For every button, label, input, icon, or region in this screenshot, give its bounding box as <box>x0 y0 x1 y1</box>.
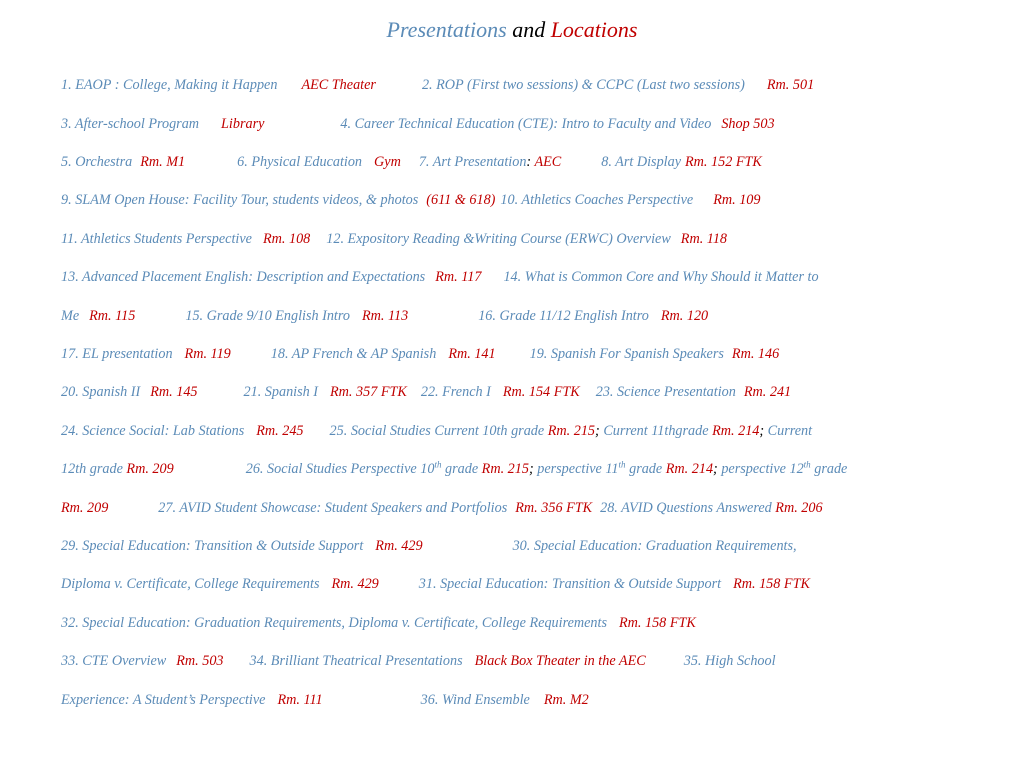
schedule-line <box>61 345 779 363</box>
location-text: Rm. 214 <box>662 461 714 477</box>
session-text: 5. Orchestra <box>61 154 133 170</box>
session-text: grade <box>441 461 479 477</box>
schedule-line <box>61 307 708 325</box>
location-text: Rm. 245 <box>256 423 304 439</box>
session-text: 30. Special Education: Graduation Requirements, <box>512 538 797 554</box>
session-text: 11. Athletics Students Perspective <box>61 231 252 247</box>
location-text: Rm. 141 <box>448 346 496 362</box>
session-text: Me <box>61 308 80 324</box>
schedule-line <box>61 76 814 94</box>
session-text: Current <box>764 423 813 439</box>
location-text: Rm. 111 <box>277 692 323 708</box>
location-text: Rm. 119 <box>184 346 231 362</box>
location-text: Black Box Theater in the AEC <box>474 653 646 669</box>
location-text: Rm. 108 <box>262 231 311 247</box>
session-text: 17. EL presentation <box>61 346 173 362</box>
title-presentations: Presentations <box>386 17 507 42</box>
schedule-line <box>61 230 727 248</box>
session-text: grade <box>625 461 663 477</box>
session-text: 3. After-school Program <box>61 116 200 132</box>
schedule-line <box>61 614 696 632</box>
session-text: 36. Wind Ensemble <box>420 692 530 708</box>
schedule-line <box>61 268 819 286</box>
location-text: Rm. 503 <box>176 653 224 669</box>
separator-text: ; <box>528 461 534 477</box>
location-text: Gym <box>374 154 401 170</box>
separator-text: ; <box>759 423 765 439</box>
superscript: th <box>618 459 626 470</box>
location-text: Rm. 109 <box>713 192 761 208</box>
schedule-line <box>61 153 762 171</box>
session-text: 13. Advanced Placement English: Description and Expectations <box>61 269 426 285</box>
schedule-line <box>61 191 760 209</box>
schedule-line <box>61 115 775 133</box>
location-text: Library <box>221 116 265 132</box>
session-text: 2. ROP (First two sessions) & CCPC (Last two sessions) <box>421 77 745 93</box>
session-text: 22. French I <box>420 384 491 400</box>
separator-text: : <box>526 154 532 170</box>
location-text: Rm. 215 <box>478 461 529 477</box>
schedule-line <box>61 460 847 478</box>
page-title <box>0 17 1024 43</box>
location-text: (611 & 618) <box>426 192 496 208</box>
separator-text: ; <box>595 423 600 439</box>
location-text: Rm. 115 <box>89 308 136 324</box>
session-text: 1. EAOP : College, Making it Happen <box>61 77 278 93</box>
location-text: Rm. 118 <box>680 231 728 247</box>
session-text: 28. AVID Questions Answered <box>600 500 772 516</box>
location-text: Rm. 356 FTK <box>515 500 593 516</box>
session-text: 19. Spanish For Spanish Speakers <box>529 346 724 362</box>
session-text: 25. Social Studies Current 10th grade <box>329 423 545 439</box>
location-text: Rm. 158 FTK <box>733 576 810 592</box>
location-text: Rm. M2 <box>543 692 589 708</box>
session-text: 8. Art Display <box>601 154 681 170</box>
session-text: 24. Science Social: Lab Stations <box>61 423 245 439</box>
location-text: Rm. 117 <box>435 269 482 285</box>
location-text: Rm. 357 FTK <box>330 384 407 400</box>
location-text: Rm. 429 <box>375 538 423 554</box>
session-text: 12. Expository Reading &Writing Course (ERWC) Overview <box>326 231 671 247</box>
location-text: Rm. 209 <box>122 461 174 477</box>
location-text: Rm. 241 <box>743 384 792 400</box>
session-text: 16. Grade 11/12 English Intro <box>478 308 649 324</box>
superscript: th <box>434 459 442 470</box>
location-text: Rm. 152 FTK <box>685 154 762 170</box>
session-text: 20. Spanish II <box>61 384 141 400</box>
session-text: Experience: A Student’s Perspective <box>61 692 266 708</box>
session-text: 35. High School <box>683 653 776 669</box>
separator-text: ; <box>713 461 718 477</box>
location-text: Shop 503 <box>721 116 775 132</box>
schedule-line <box>61 537 797 555</box>
session-text: 10. Athletics Coaches Perspective <box>500 192 694 208</box>
session-text: perspective 12 <box>717 461 804 477</box>
location-text: AEC <box>531 154 562 170</box>
location-text: Rm. 158 FTK <box>618 615 696 631</box>
superscript: th <box>803 459 811 470</box>
schedule-line <box>61 383 791 401</box>
schedule-line <box>61 499 823 517</box>
session-text: 14. What is Common Core and Why Should it Matter to <box>503 269 819 285</box>
schedule-line <box>61 652 776 670</box>
title-and: and <box>512 17 546 42</box>
location-text: Rm. 501 <box>766 77 815 93</box>
session-text: 31. Special Education: Transition & Outside Support <box>418 576 722 592</box>
location-text: Rm. 215 <box>544 423 596 439</box>
session-text: 27. AVID Student Showcase: Student Speakers and Portfolios <box>158 500 508 516</box>
session-text: grade <box>810 461 848 477</box>
session-text: 6. Physical Education <box>237 154 363 170</box>
location-text: AEC Theater <box>301 77 376 93</box>
schedule-line <box>61 422 812 440</box>
schedule-line <box>61 575 810 593</box>
session-text: 15. Grade 9/10 English Intro <box>185 308 350 324</box>
title-locations: Locations <box>550 17 638 42</box>
session-text: 26. Social Studies Perspective 10 <box>245 461 435 477</box>
session-text: 12th grade <box>61 461 123 477</box>
session-text: 23. Science Presentation <box>595 384 736 400</box>
session-text: 18. AP French & AP Spanish <box>270 346 437 362</box>
location-text: Rm. M1 <box>140 154 186 170</box>
session-text: 21. Spanish I <box>243 384 318 400</box>
session-text: 32. Special Education: Graduation Requirements, Diploma v. Certificate, College Requirements <box>61 615 607 631</box>
location-text: Rm. 113 <box>361 308 409 324</box>
location-text: Rm. 146 <box>731 346 780 362</box>
session-text: 29. Special Education: Transition & Outside Support <box>61 538 364 554</box>
session-text: Current 11thgrade <box>599 423 709 439</box>
location-text: Rm. 429 <box>331 576 379 592</box>
session-text: perspective 11 <box>533 461 619 477</box>
session-text: Diploma v. Certificate, College Requirements <box>61 576 320 592</box>
session-text: 4. Career Technical Education (CTE): Intro to Faculty and Video <box>340 116 712 132</box>
session-text: 34. Brilliant Theatrical Presentations <box>249 653 463 669</box>
session-text: 9. SLAM Open House: Facility Tour, students videos, & photos <box>61 192 419 208</box>
location-text: Rm. 206 <box>771 500 823 516</box>
location-text: Rm. 154 FTK <box>502 384 580 400</box>
session-text: 33. CTE Overview <box>61 653 167 669</box>
location-text: Rm. 120 <box>660 308 709 324</box>
location-text: Rm. 209 <box>61 500 109 516</box>
location-text: Rm. 145 <box>150 384 198 400</box>
location-text: Rm. 214 <box>708 423 760 439</box>
schedule-line <box>61 691 589 709</box>
session-text: 7. Art Presentation <box>418 154 527 170</box>
